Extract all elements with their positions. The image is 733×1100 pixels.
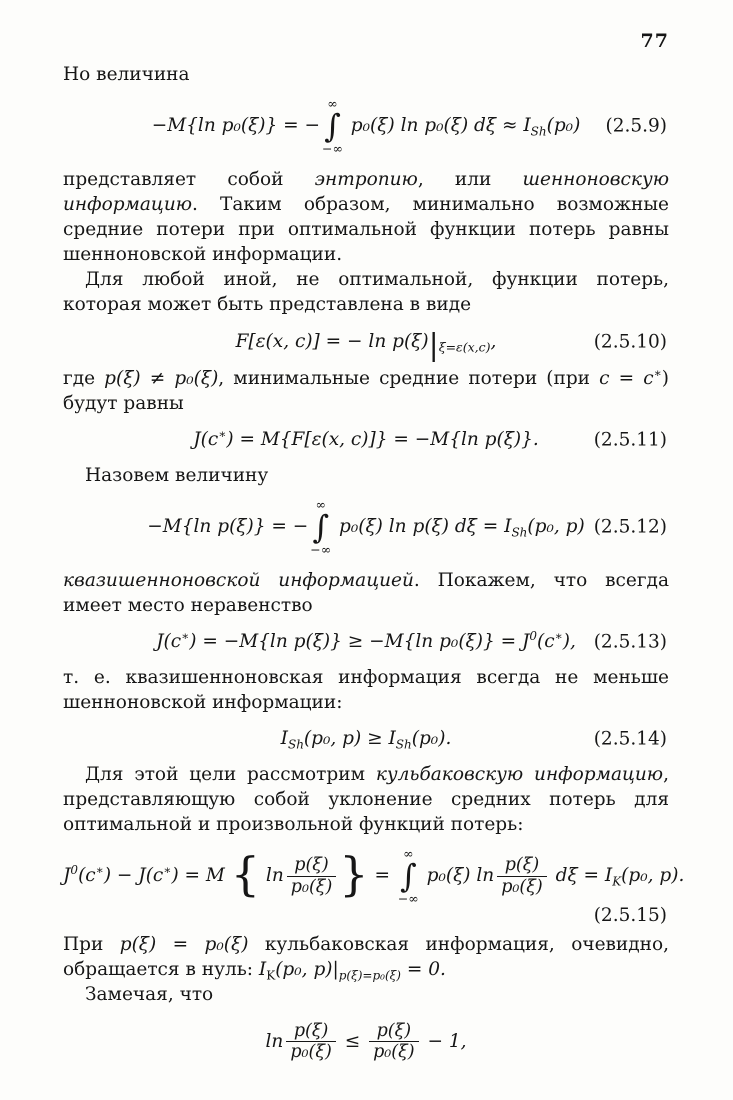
formula-part: J <box>63 865 71 886</box>
formula-2-5-14 <box>280 728 452 752</box>
paragraph-call-quantity: Назовем величину <box>85 465 269 486</box>
formula-final <box>265 1021 467 1063</box>
text-run: . Таким образом, минимально возможные средние потери при оптимальной функции потерь равны шенноновской информации. <box>63 194 669 265</box>
math-run: = 0. <box>400 959 446 980</box>
fraction-denominator: p₀(ξ) <box>369 1041 419 1062</box>
equals: = <box>368 865 396 886</box>
fraction-numerator: p(ξ) <box>504 855 540 876</box>
equation-2-5-12 <box>63 498 669 556</box>
integral-sign: ∫ <box>399 857 417 895</box>
formula-2-5-9 <box>151 96 581 156</box>
integral-upper-limit: ∞ <box>315 497 326 512</box>
formula-2-5-10 <box>235 328 497 363</box>
integral-sign: ∫ <box>312 508 330 546</box>
formula-part: I <box>280 728 288 749</box>
paragraph-kullback-zero <box>63 932 669 982</box>
integral-upper-limit: ∞ <box>403 846 414 861</box>
equation-2-5-11 <box>63 427 669 452</box>
equation-number: (2.5.13) <box>593 631 667 652</box>
superscript-zero: 0 <box>529 628 538 643</box>
integral <box>322 97 343 155</box>
term-kullback-information: кульбаковскую информацию <box>375 764 664 785</box>
superscript-star: ∗ <box>181 628 190 643</box>
paragraph-entropy <box>63 167 669 267</box>
equation-2-5-14 <box>63 726 669 751</box>
integral-lower-limit: −∞ <box>397 891 419 906</box>
math-run: p(ξ) = p₀(ξ) <box>119 934 249 955</box>
evaluation-subscript: ξ=ε(x,c) <box>438 339 491 355</box>
equation-number: (2.5.15) <box>593 905 667 926</box>
integral-lower-limit: −∞ <box>310 542 332 557</box>
paragraph-where-p <box>63 366 669 416</box>
formula-2-5-11 <box>193 426 539 450</box>
formula-part: ) = M <box>171 865 231 886</box>
formula-2-5-13 <box>156 628 576 652</box>
left-brace: { <box>230 847 261 901</box>
text-run: кульбаковская информация, очевидно, обращается в нуль: <box>63 934 669 980</box>
superscript-star: ∗ <box>653 365 662 380</box>
subscript-K: K <box>612 874 622 889</box>
integral <box>398 847 419 905</box>
equation-2-5-10 <box>63 328 669 363</box>
formula-part: ) − J(c <box>103 865 164 886</box>
formula-part: ), <box>562 631 576 652</box>
formula-lhs: F[ε(x, c)] = − ln p(ξ) <box>235 331 429 352</box>
equation-2-5-15 <box>63 846 685 906</box>
fraction-numerator: p(ξ) <box>376 1021 412 1041</box>
fraction-numerator: p(ξ) <box>294 855 329 876</box>
text-run: . Покажем, что всегда имеет место неравенство <box>63 570 669 616</box>
evaluation-subscript: p(ξ)=p₀(ξ) <box>338 968 401 983</box>
paragraph-noting-that: Замечая, что <box>85 984 214 1005</box>
equation-final-inequality <box>63 1021 669 1062</box>
integral <box>310 498 331 556</box>
evaluation-bar: | <box>428 328 439 363</box>
formula-part: (p₀). <box>411 728 452 749</box>
term-shannon-information: шенноновскую информацию <box>63 169 669 215</box>
formula-part: J(c <box>193 429 219 450</box>
math-run: p(ξ) ≠ p₀(ξ) <box>104 368 219 389</box>
paragraph-kullback <box>63 762 669 837</box>
math-run: I <box>258 959 267 980</box>
term-quasi-shannon-information: квазишенноновской информацией <box>63 570 414 591</box>
formula-tail: (p₀, p) <box>527 516 585 537</box>
formula-integrand: p₀(ξ) ln p₀(ξ) dξ ≈ I <box>344 115 531 136</box>
paragraph-ie-quasi: т. е. квазишенноновская информация всегда не меньше шенноновской информации: <box>63 667 669 713</box>
page-content <box>63 62 685 1076</box>
integral-lower-limit: −∞ <box>322 141 343 156</box>
right-brace: } <box>339 847 369 901</box>
formula-integrand: p₀(ξ) ln p(ξ) dξ = I <box>333 516 512 537</box>
text-run: , или <box>417 169 523 190</box>
formula-part: J(c <box>156 631 182 652</box>
math-run: c = c <box>599 368 654 389</box>
subscript-Sh: Sh <box>287 737 304 752</box>
page-number: 77 <box>640 30 669 52</box>
paragraph-any-other-loss: Для любой иной, не оптимальной, функции потерь, которая может быть представлена в виде <box>63 269 669 315</box>
fraction-denominator: p₀(ξ) <box>286 1041 336 1062</box>
subscript-Sh: Sh <box>511 525 528 540</box>
text-run: представляет собой <box>63 169 315 190</box>
equation-number: (2.5.10) <box>593 331 667 352</box>
formula-part: p₀(ξ) ln <box>420 865 495 886</box>
superscript-zero: 0 <box>70 862 79 877</box>
fraction <box>497 855 547 896</box>
paragraph-intro: Но величина <box>63 64 190 85</box>
text-run: При <box>63 934 120 955</box>
superscript-star: ∗ <box>554 628 563 643</box>
fraction-numerator: p(ξ) <box>293 1021 329 1041</box>
subscript-K: K <box>266 968 276 983</box>
evaluation-bar: | <box>332 959 339 980</box>
text-run: Для этой цели рассмотрим <box>85 764 376 785</box>
formula-part: (p₀, p) ≥ I <box>303 728 396 749</box>
formula-tail: − 1, <box>421 1030 467 1052</box>
text-run: , минимальные средние потери (при <box>218 368 600 389</box>
paragraph-quasi-shannon <box>63 568 669 618</box>
formula-lhs: −M{ln p₀(ξ)} = − <box>151 115 321 136</box>
equation-number: (2.5.9) <box>605 115 667 137</box>
formula-part: dξ = I <box>549 865 613 886</box>
relation-leq: ≤ <box>338 1030 367 1052</box>
ln-operator: ln <box>260 865 284 886</box>
fraction-denominator: p₀(ξ) <box>497 876 547 897</box>
fraction <box>287 855 337 896</box>
formula-part: (c <box>78 865 96 886</box>
math-run: (p₀, p) <box>275 959 333 980</box>
ln-operator: ln <box>265 1030 284 1052</box>
equation-2-5-9 <box>63 97 669 155</box>
formula-lhs: −M{ln p(ξ)} = − <box>147 516 309 537</box>
superscript-star: ∗ <box>95 862 104 877</box>
integral-sign: ∫ <box>324 107 341 145</box>
formula-comma: , <box>490 331 497 352</box>
formula-tail: (p₀) <box>546 115 581 136</box>
text-run: где <box>63 368 105 389</box>
text-run: , представляющую собой уклонение средних потерь для оптимальной и произвольной функций потерь: <box>63 764 669 835</box>
formula-part: (p₀, p). <box>621 865 685 886</box>
formula-2-5-15 <box>63 846 685 906</box>
fraction-denominator: p₀(ξ) <box>287 876 337 897</box>
formula-part: ) = −M{ln p(ξ)} ≥ −M{ln p₀(ξ)} = J <box>189 631 530 652</box>
term-entropy: энтропию <box>314 169 418 190</box>
formula-part: (c <box>537 631 555 652</box>
equation-number: (2.5.11) <box>593 429 667 450</box>
integral-upper-limit: ∞ <box>327 96 338 111</box>
subscript-Sh: Sh <box>530 124 547 139</box>
fraction <box>369 1021 419 1062</box>
fraction <box>286 1021 336 1062</box>
formula-part: ) = M{F[ε(x, c)]} = −M{ln p(ξ)}. <box>226 429 539 450</box>
subscript-Sh: Sh <box>395 737 412 752</box>
superscript-star: ∗ <box>163 862 172 877</box>
formula-2-5-12 <box>147 497 585 557</box>
text-run: ) будут равны <box>63 368 670 414</box>
equation-number: (2.5.12) <box>593 516 667 538</box>
superscript-star: ∗ <box>218 426 227 441</box>
equation-2-5-13 <box>63 629 669 654</box>
equation-number: (2.5.14) <box>593 728 667 749</box>
